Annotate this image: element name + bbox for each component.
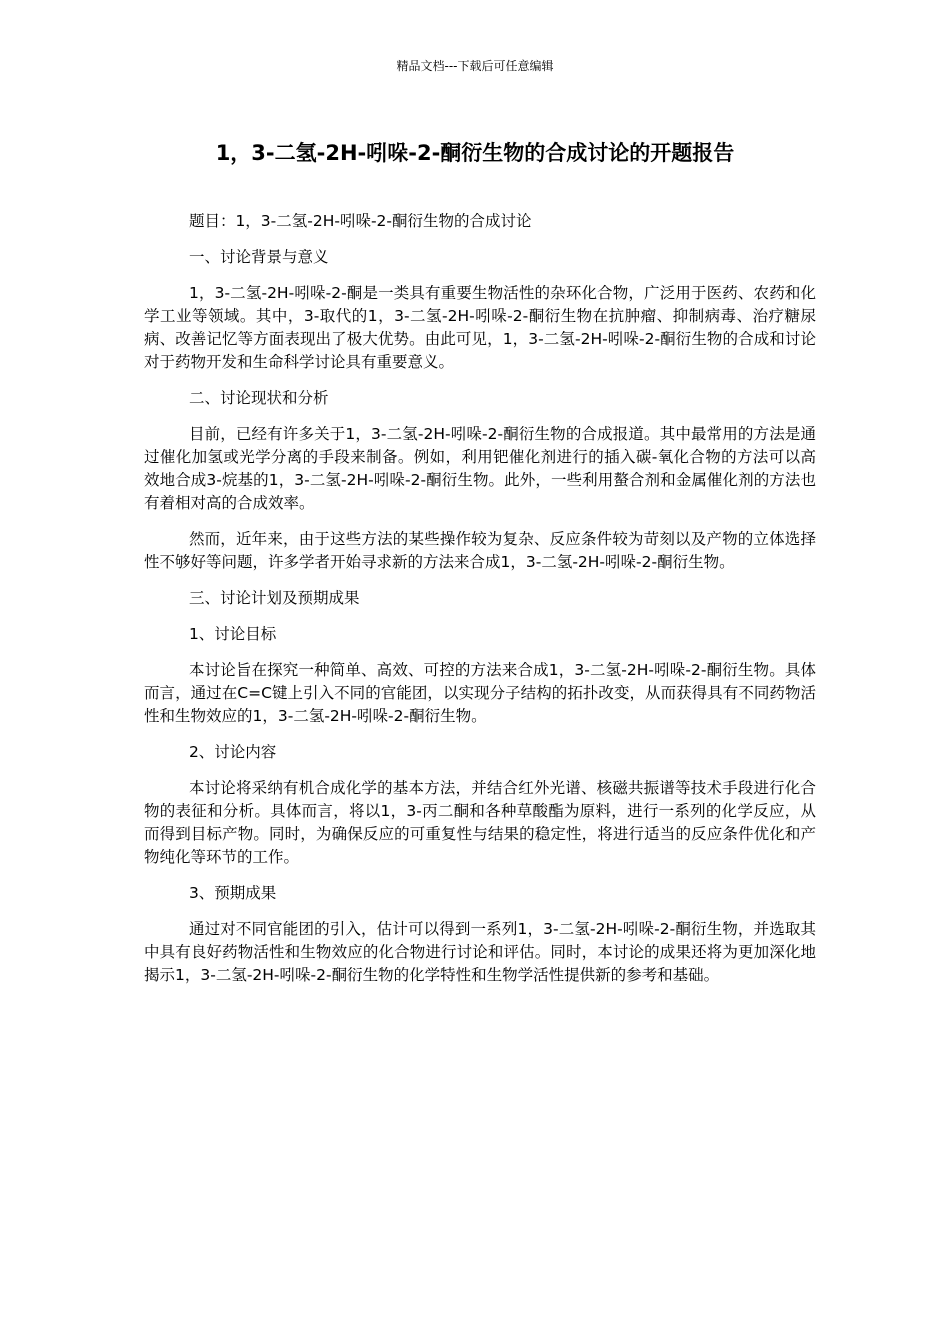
section-heading-plan: 三、讨论计划及预期成果 bbox=[188, 589, 360, 607]
paragraph-content: 本讨论将采纳有机合成化学的基本方法，并结合红外光谱、核磁共振谱等技术手段进行化合物的表征和分析。具体而言，将以1，3-丙二酮和各种草酸酯为原料，进行一系列的化学反应，从而得到目标产物。同时，为确保反应的可重复性与结果的稳定性，将进行适当的反应条件优化和产物纯化等环节的工作。 bbox=[144, 779, 816, 866]
section-heading-background: 一、讨论背景与意义 bbox=[188, 248, 329, 266]
paragraph-background: 1，3-二氢-2H-吲哚-2-酮是一类具有重要生物活性的杂环化合物，广泛用于医药、农药和化学工业等领域。其中，3-取代的1，3-二氢-2H-吲哚-2-酮衍生物在抗肿瘤、抑制病毒、治疗糖尿病、改善记忆等方面表现出了极大优势。由此可见，1，3-二氢-2H-吲哚-2-酮衍生物的合成和讨论对于药物开发和生命科学讨论具有重要意义。 bbox=[144, 284, 816, 371]
section-heading-status: 二、讨论现状和分析 bbox=[188, 389, 329, 407]
subsection-heading-content: 2、讨论内容 bbox=[188, 743, 277, 761]
topic-line: 题目：1，3-二氢-2H-吲哚-2-酮衍生物的合成讨论 bbox=[188, 212, 532, 230]
page-header-watermark: 精品文档---下载后可任意编辑 bbox=[396, 59, 554, 73]
document-title: 1，3-二氢-2H-吲哚-2-酮衍生物的合成讨论的开题报告 bbox=[215, 141, 735, 165]
paragraph-results: 通过对不同官能团的引入，估计可以得到一系列1，3-二氢-2H-吲哚-2-酮衍生物，并选取其中具有良好药物活性和生物效应的化合物进行讨论和评估。同时，本讨论的成果还将为更加深化地揭示1，3-二氢-2H-吲哚-2-酮衍生物的化学特性和生物学活性提供新的参考和基础。 bbox=[144, 920, 816, 984]
paragraph-status-1: 目前，已经有许多关于1，3-二氢-2H-吲哚-2-酮衍生物的合成报道。其中最常用的方法是通过催化加氢或光学分离的手段来制备。例如，利用钯催化剂进行的插入碳-氧化合物的方法可以高效地合成3-烷基的1，3-二氢-2H-吲哚-2-酮衍生物。此外，一些利用螯合剂和金属催化剂的方法也有着相对高的合成效率。 bbox=[144, 425, 816, 512]
subsection-heading-results: 3、预期成果 bbox=[188, 884, 277, 902]
paragraph-goal: 本讨论旨在探究一种简单、高效、可控的方法来合成1，3-二氢-2H-吲哚-2-酮衍生物。具体而言，通过在C=C键上引入不同的官能团，以实现分子结构的拓扑改变，从而获得具有不同药物活性和生物效应的1，3-二氢-2H-吲哚-2-酮衍生物。 bbox=[144, 661, 816, 725]
document-body bbox=[144, 210, 816, 1000]
paragraph-status-2: 然而，近年来，由于这些方法的某些操作较为复杂、反应条件较为苛刻以及产物的立体选择性不够好等问题，许多学者开始寻求新的方法来合成1，3-二氢-2H-吲哚-2-酮衍生物。 bbox=[144, 530, 816, 571]
subsection-heading-goal: 1、讨论目标 bbox=[188, 625, 277, 643]
